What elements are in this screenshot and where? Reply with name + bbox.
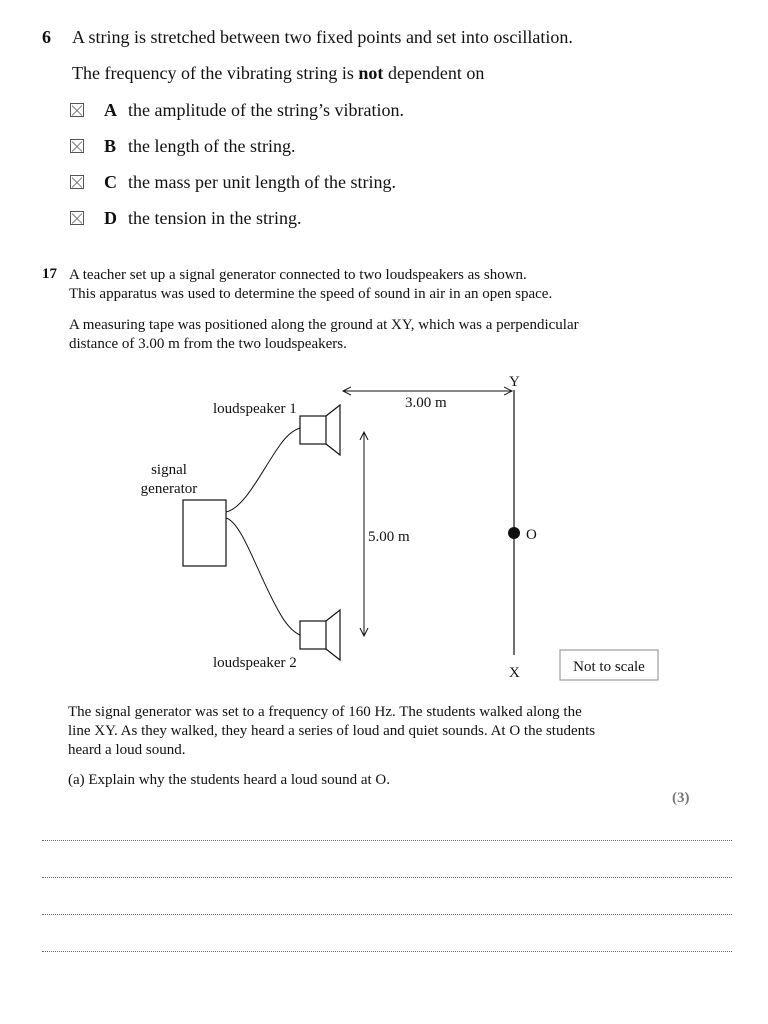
q17-tape-line-1: A measuring tape was positioned along the ground at XY, which was a perpendicular bbox=[69, 317, 579, 333]
q17-para-line-1: The signal generator was set to a frequency of 160 Hz. The students walked along the bbox=[68, 704, 582, 720]
question-6-text: A string is stretched between two fixed points and set into oscillation. bbox=[72, 27, 573, 47]
point-x-label: X bbox=[509, 665, 520, 681]
question-6-stem bbox=[72, 63, 484, 84]
checkbox-icon[interactable] bbox=[70, 103, 84, 117]
option-text: the amplitude of the string’s vibration. bbox=[128, 99, 404, 120]
option-text: the length of the string. bbox=[128, 135, 296, 156]
signal-generator-box bbox=[183, 500, 226, 566]
answer-line-2[interactable] bbox=[42, 877, 732, 878]
loudspeaker-2-label: loudspeaker 2 bbox=[213, 655, 297, 671]
option-text: the tension in the string. bbox=[128, 207, 302, 228]
q17-para-line-3: heard a loud sound. bbox=[68, 742, 186, 758]
q17-paragraph bbox=[68, 703, 595, 760]
answer-line-4[interactable] bbox=[42, 951, 732, 952]
option-letter: D bbox=[104, 207, 117, 228]
loudspeaker-1-label: loudspeaker 1 bbox=[213, 401, 297, 417]
q17-intro-line-2: This apparatus was used to determine the speed of sound in air in an open space. bbox=[69, 286, 553, 302]
question-6-number: 6 bbox=[42, 27, 51, 47]
separation-label: 5.00 m bbox=[368, 529, 410, 545]
wire-to-speaker-1 bbox=[226, 428, 300, 512]
distance-label: 3.00 m bbox=[405, 395, 447, 411]
point-o-marker bbox=[508, 527, 520, 539]
checkbox-icon[interactable] bbox=[70, 211, 84, 225]
option-a[interactable] bbox=[70, 99, 404, 121]
checkbox-icon[interactable] bbox=[70, 139, 84, 153]
scale-note-text: Not to scale bbox=[573, 659, 645, 675]
loudspeaker-1-icon bbox=[300, 405, 340, 455]
point-y-label: Y bbox=[509, 374, 520, 390]
option-c[interactable] bbox=[70, 171, 396, 193]
generator-label-1: signal bbox=[151, 462, 187, 478]
loudspeaker-2-icon bbox=[300, 610, 340, 660]
point-o-label: O bbox=[526, 527, 537, 543]
q17-intro-line-1: A teacher set up a signal generator connected to two loudspeakers as shown. bbox=[69, 267, 527, 283]
q17-tape-line-2: distance of 3.00 m from the two loudspeakers. bbox=[69, 336, 347, 352]
q17-para-line-2: line XY. As they walked, they heard a series of loud and quiet sounds. At O the students bbox=[68, 723, 596, 739]
generator-label-2: generator bbox=[140, 481, 198, 497]
option-d[interactable] bbox=[70, 207, 301, 229]
question-17-number: 17 bbox=[42, 266, 57, 282]
stem-after: dependent on bbox=[383, 63, 485, 83]
checkbox-icon[interactable] bbox=[70, 175, 84, 189]
q17-part-a: (a) Explain why the students heard a loud sound at O. bbox=[68, 772, 391, 788]
answer-line-1[interactable] bbox=[42, 840, 732, 841]
apparatus-diagram bbox=[0, 360, 768, 690]
marks-label: (3) bbox=[672, 790, 690, 806]
option-letter: A bbox=[104, 99, 117, 120]
option-letter: C bbox=[104, 171, 117, 192]
answer-line-3[interactable] bbox=[42, 914, 732, 915]
option-letter: B bbox=[104, 135, 117, 156]
option-text: the mass per unit length of the string. bbox=[128, 171, 396, 192]
wire-to-speaker-2 bbox=[226, 518, 300, 635]
stem-bold: not bbox=[358, 63, 384, 83]
option-b[interactable] bbox=[70, 135, 295, 157]
stem-before: The frequency of the vibrating string is bbox=[72, 63, 359, 83]
